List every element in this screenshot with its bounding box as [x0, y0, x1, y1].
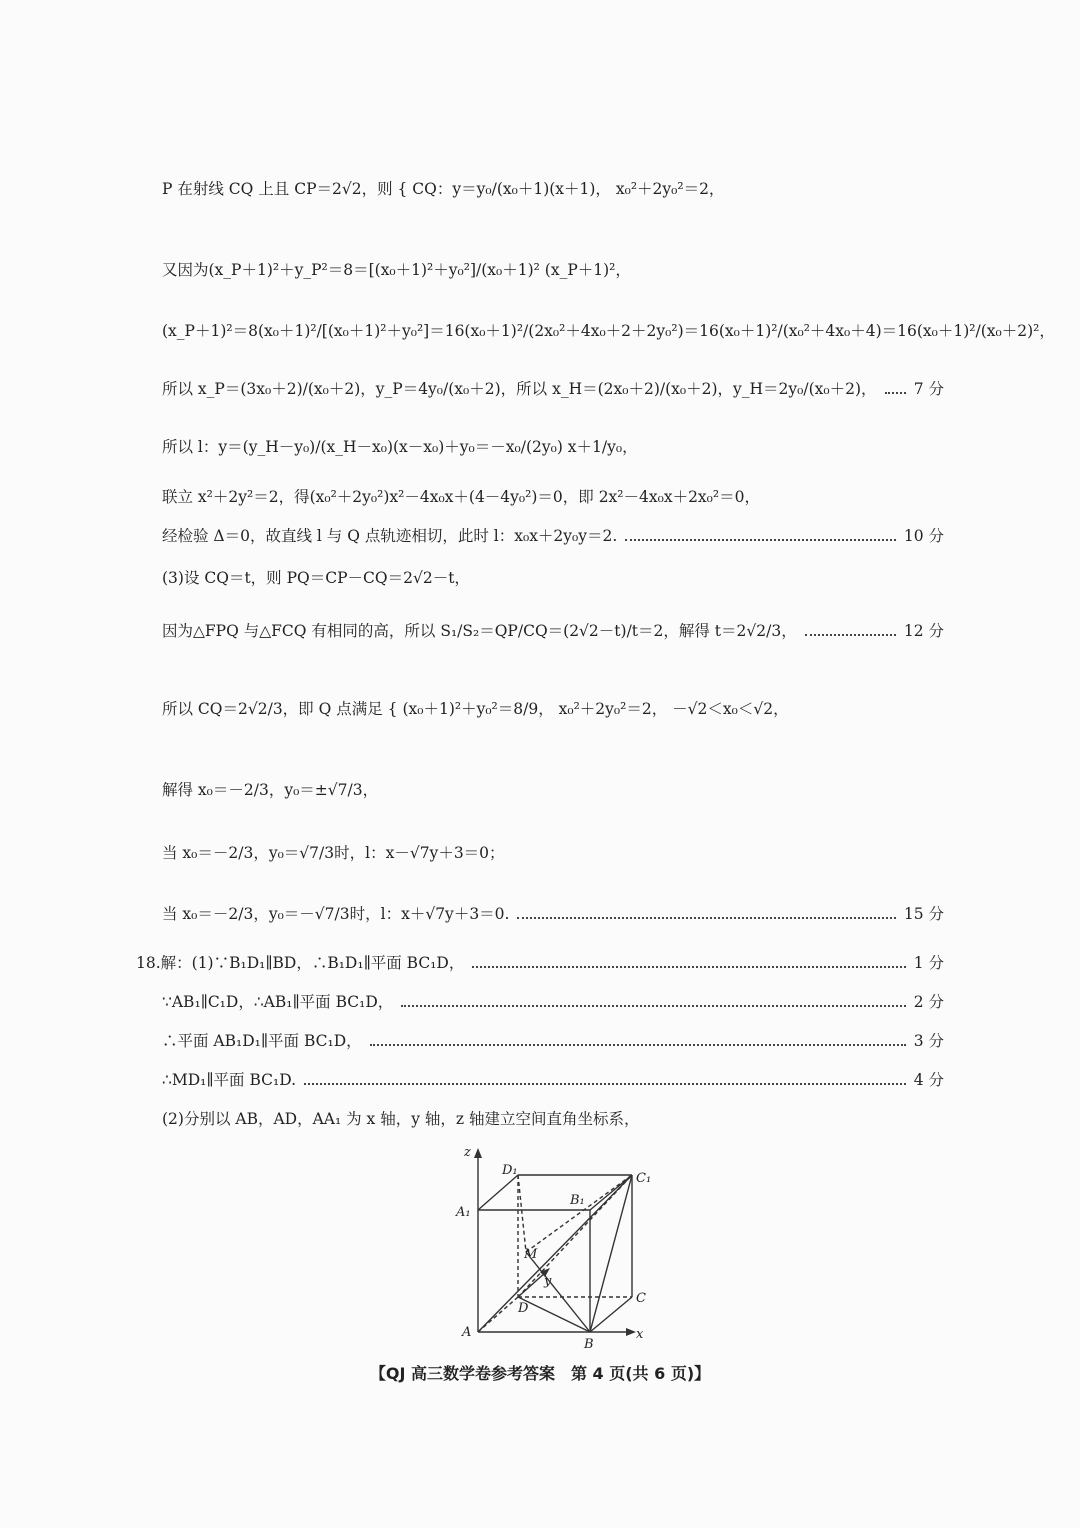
- line-q-conditions: 所以 CQ＝2√2/3，即 Q 点满足 { (x₀＋1)²＋y₀²＝8/9， x₀²＋2y₀²＝2， －√2＜x₀＜√2，: [162, 700, 789, 718]
- leader-dots: [401, 1005, 905, 1007]
- line-case-1: 当 x₀＝－2/3，y₀＝√7/3时，l：x－√7y＋3＝0；: [162, 844, 505, 862]
- edge-D1M-hidden: [518, 1175, 526, 1252]
- label-B: B: [584, 1337, 594, 1350]
- line-l-equation: 所以 l：y＝(y_H－y₀)/(x_H－x₀)(x－x₀)＋y₀＝－x₀/(2y₀) x＋1/y₀，: [162, 438, 638, 456]
- score-label: 10 分: [903, 527, 944, 545]
- score-label: 2 分: [913, 993, 944, 1011]
- line-system: 联立 x²＋2y²＝2，得(x₀²＋2y₀²)x²－4x₀x＋(4－4y₀²)＝0，即 2x²－4x₀x＋2x₀²＝0，: [162, 488, 760, 506]
- score-label: 15 分: [903, 905, 944, 923]
- page-footer: 【QJ 高三数学卷参考答案 第 4 页(共 6 页)】: [369, 1364, 711, 1383]
- line-q18-start: 18.解：(1)∵B₁D₁∥BD，∴B₁D₁∥平面 BC₁D， 1 分: [136, 954, 944, 972]
- label-A1: A₁: [456, 1205, 471, 1220]
- edge-A1D1: [478, 1175, 518, 1210]
- line-q18-md1: ∴MD₁∥平面 BC₁D. 4 分: [162, 1071, 944, 1089]
- line-xp-squared: (x_P＋1)²＝8(x₀＋1)²/[(x₀＋1)²＋y₀²]＝16(x₀＋1)²/(2x₀²＋4x₀＋2＋2y₀²)＝16(x₀＋1)²/(x₀²＋4x₀＋4)＝16(x₀＋1)²/(x₀＋2)²，: [162, 322, 1055, 340]
- line-solve: 解得 x₀＝－2/3，y₀＝±√7/3，: [162, 781, 379, 799]
- line-tangent: 经检验 Δ＝0，故直线 l 与 Q 点轨迹相切，此时 l：x₀x＋2y₀y＝2. 10 分: [162, 527, 944, 545]
- edge-BC: [590, 1297, 632, 1332]
- line-q18-ab1: ∵AB₁∥C₁D，∴AB₁∥平面 BC₁D， 2 分: [162, 993, 944, 1011]
- diagonal-BC1: [590, 1175, 632, 1332]
- label-M: M: [524, 1247, 538, 1262]
- line-part3-setup: (3)设 CQ＝t，则 PQ＝CP－CQ＝2√2－t，: [162, 569, 470, 587]
- label-A: A: [462, 1325, 472, 1340]
- line-case-2: 当 x₀＝－2/3，y₀＝－√7/3时，l：x＋√7y＋3＝0. 15 分: [162, 905, 944, 923]
- label-D: D: [518, 1301, 529, 1316]
- score-label: 7 分: [913, 380, 944, 398]
- score-label: 3 分: [913, 1032, 944, 1050]
- leader-dots: [304, 1083, 906, 1085]
- label-z: z: [464, 1145, 471, 1160]
- line-ray-condition: P 在射线 CQ 上且 CP＝2√2，则 { CQ：y＝y₀/(x₀＋1)(x＋1)， x₀²＋2y₀²＝2，: [162, 180, 725, 198]
- line-xp-relation: 又因为(x_P＋1)²＋y_P²＝8＝[(x₀＋1)²＋y₀²]/(x₀＋1)² (x_P＋1)²，: [162, 261, 631, 279]
- leader-dots: [885, 392, 906, 394]
- line-area-ratio: 因为△FPQ 与△FCQ 有相同的高，所以 S₁/S₂＝QP/CQ＝(2√2－t)/t＝2，解得 t＝2√2/3， 12 分: [162, 622, 944, 640]
- label-y: y: [544, 1274, 552, 1289]
- score-label: 12 分: [903, 622, 944, 640]
- line-coordinates: 所以 x_P＝(3x₀＋2)/(x₀＋2)，y_P＝4y₀/(x₀＋2)，所以 x_H＝(2x₀＋2)/(x₀＋2)，y_H＝2y₀/(x₀＋2)， 7 分: [162, 380, 944, 398]
- score-label: 1 分: [913, 954, 944, 972]
- z-arrow: [474, 1148, 482, 1158]
- label-D1: D₁: [502, 1163, 518, 1178]
- line-q18-plane: ∴平面 AB₁D₁∥平面 BC₁D， 3 分: [162, 1032, 944, 1050]
- cube-figure: [440, 1140, 660, 1350]
- leader-dots: [805, 634, 896, 636]
- leader-dots: [370, 1044, 906, 1046]
- score-label: 4 分: [913, 1071, 944, 1089]
- label-x: x: [636, 1327, 644, 1342]
- leader-dots: [472, 966, 905, 968]
- segment-DB: [518, 1297, 590, 1332]
- label-B1: B₁: [570, 1193, 585, 1208]
- label-C1: C₁: [636, 1171, 652, 1186]
- segment-MB: [526, 1252, 590, 1332]
- x-arrow: [626, 1328, 636, 1336]
- line-q18-coordinates: (2)分别以 AB，AD，AA₁ 为 x 轴，y 轴，z 轴建立空间直角坐标系，: [162, 1110, 640, 1128]
- diagonal-AC1: [478, 1175, 632, 1332]
- leader-dots: [625, 539, 896, 541]
- leader-dots: [517, 917, 895, 919]
- edge-MC1-hidden: [526, 1175, 632, 1252]
- label-C: C: [636, 1291, 646, 1306]
- y-axis: [518, 1272, 546, 1297]
